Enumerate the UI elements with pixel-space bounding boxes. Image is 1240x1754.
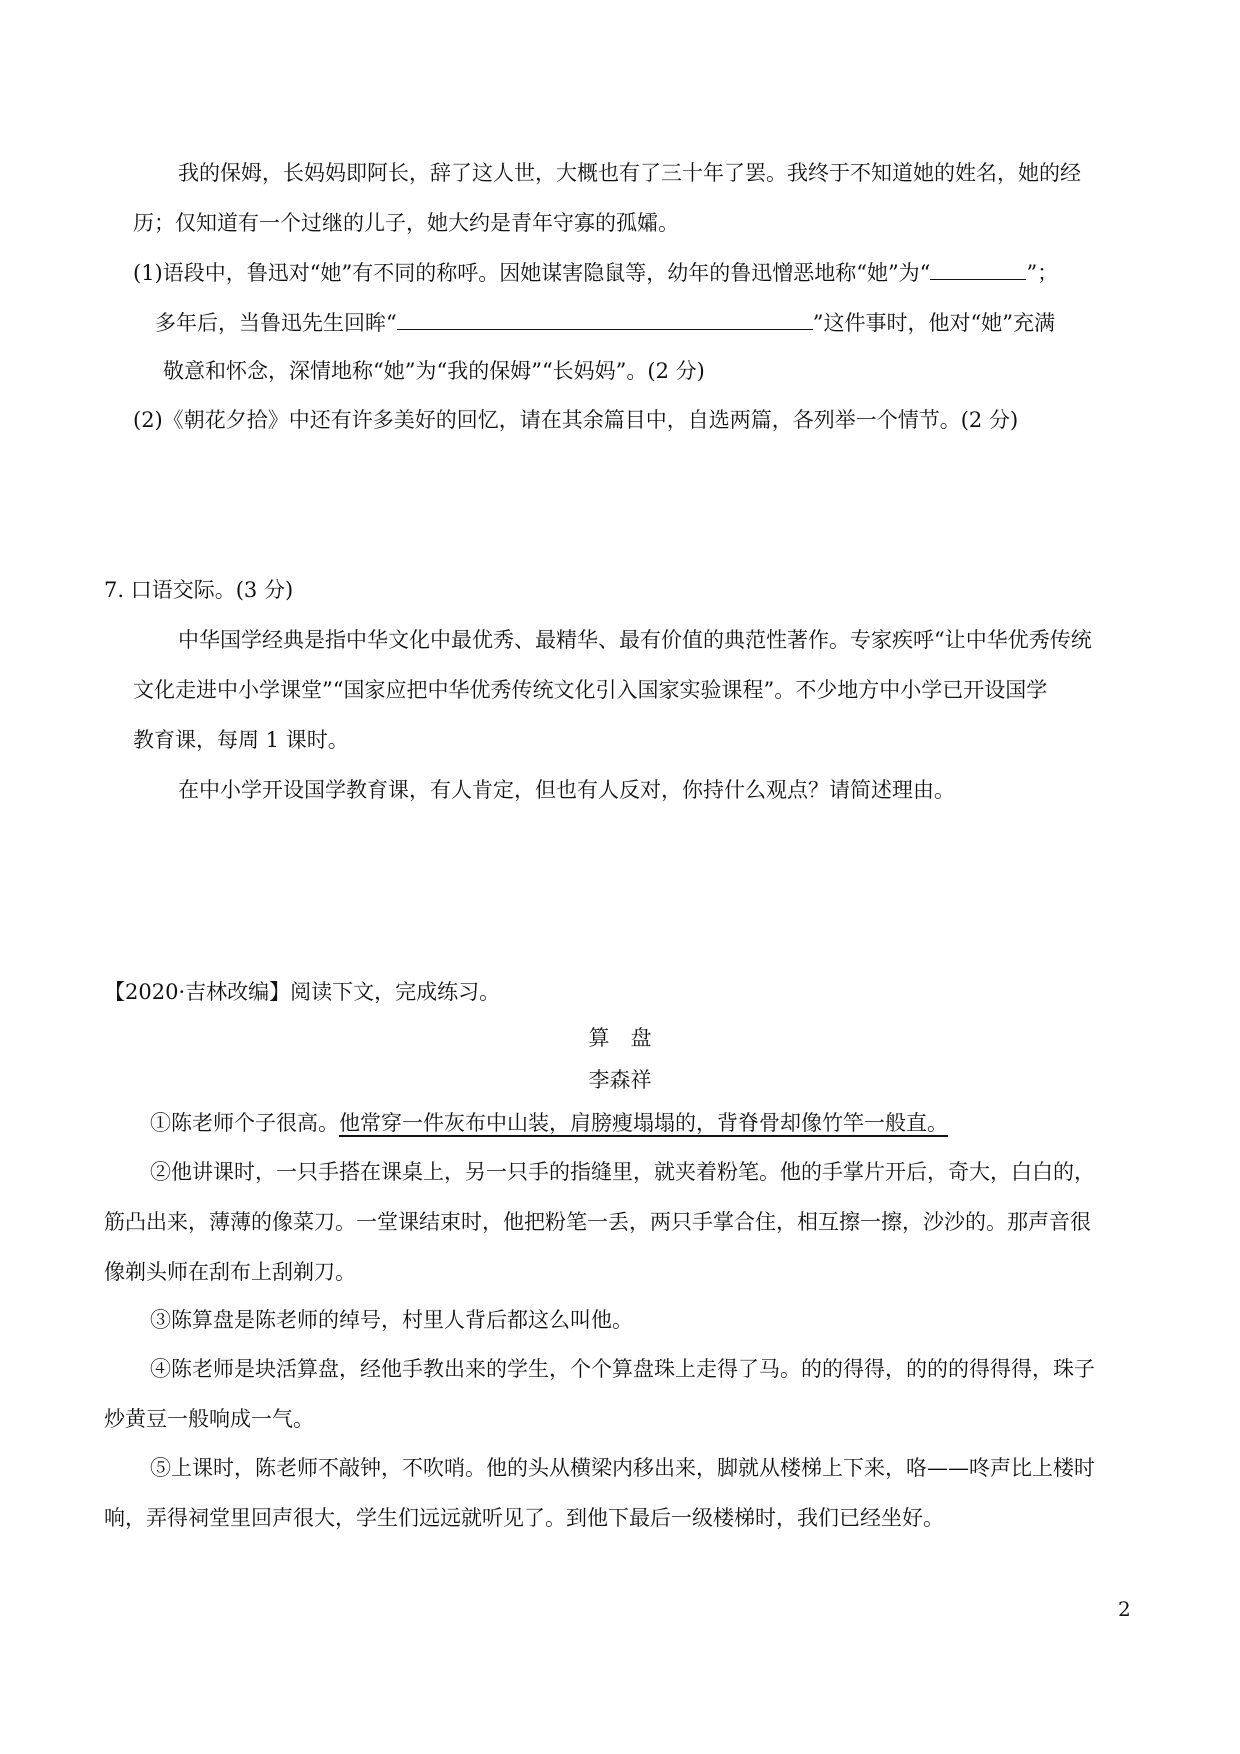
question-1-text: (1)语段中，鲁迅对“她”有不同的称呼。因她谋害隐鼠等，幼年的鲁迅憎恶地称“她”为“ — [133, 261, 931, 285]
answer-blank[interactable] — [397, 307, 813, 330]
paragraph-2: 像剃头师在刮布上刮剃刀。 — [104, 1260, 356, 1284]
paragraph-1 — [150, 1108, 948, 1138]
page-number: 2 — [1118, 1597, 1131, 1621]
question-1-text: 多年后，当鲁迅先生回眸“ — [155, 311, 397, 335]
paragraph-2: ②他讲课时，一只手搭在课桌上，另一只手的指缝里，就夹着粉笔。他的手掌片开后，奇大，白白的， — [150, 1160, 1095, 1184]
question-7-title: 7. 口语交际。(3 分) — [104, 578, 294, 602]
article-title: 算 盘 — [588, 1026, 652, 1050]
reading-intro: 【2020·吉林改编】阅读下文，完成练习。 — [104, 980, 501, 1004]
paragraph-5: 响，弄得祠堂里回声很大，学生们远远就听见了。到他下最后一级楼梯时，我们已经坐好。 — [104, 1506, 944, 1530]
question-1-text: ”； — [1026, 261, 1059, 285]
paragraph-text: ①陈老师个子很高。 — [150, 1111, 339, 1135]
question-1-line: 敬意和怀念，深情地称“她”为“我的保姆”“长妈妈”。(2 分) — [163, 359, 705, 383]
question-1-text: ”这件事时，他对“她”充满 — [812, 311, 1055, 335]
paragraph-3: ③陈算盘是陈老师的绰号，村里人背后都这么叫他。 — [150, 1308, 633, 1332]
passage-line: 我的保姆，长妈妈即阿长，辞了这人世，大概也有了三十年了罢。我终于不知道她的姓名，她的经 — [178, 161, 1081, 185]
question-7-prompt: 在中小学开设国学教育课，有人肯定，但也有人反对，你持什么观点？请简述理由。 — [178, 778, 955, 802]
article-author: 李森祥 — [588, 1068, 652, 1092]
question-2: (2)《朝花夕拾》中还有许多美好的回忆，请在其余篇目中，自选两篇，各列举一个情节。(2 分) — [133, 408, 1019, 432]
question-7-text: 中华国学经典是指中华文化中最优秀、最精华、最有价值的典范性著作。专家疾呼“让中华优秀传统 — [178, 628, 1092, 652]
question-7-text: 教育课，每周 1 课时。 — [133, 728, 349, 752]
paragraph-2: 筋凸出来，薄薄的像菜刀。一堂课结束时，他把粉笔一丢，两只手掌合住，相互擦一擦，沙沙的。那声音很 — [104, 1210, 1091, 1234]
underlined-sentence: 他常穿一件灰布中山装，肩膀瘦塌塌的，背脊骨却像竹竿一般直。 — [339, 1111, 948, 1135]
question-1-line — [133, 257, 1058, 288]
paragraph-4: ④陈老师是块活算盘，经他手教出来的学生，个个算盘珠上走得了马。的的得得，的的的得得得，珠子 — [150, 1357, 1095, 1381]
paragraph-5: ⑤上课时，陈老师不敲钟，不吹哨。他的头从横梁内移出来，脚就从楼梯上下来，咯——咚声比上楼时 — [150, 1456, 1095, 1480]
paragraph-4: 炒黄豆一般响成一气。 — [104, 1407, 314, 1431]
passage-line: 历；仅知道有一个过继的儿子，她大约是青年守寡的孤孀。 — [133, 211, 679, 235]
question-7-text: 文化走进中小学课堂”“国家应把中华优秀传统文化引入国家实验课程”。不少地方中小学已开设国学 — [133, 678, 1048, 702]
answer-blank[interactable] — [930, 257, 1026, 280]
question-1-line — [155, 307, 1055, 338]
